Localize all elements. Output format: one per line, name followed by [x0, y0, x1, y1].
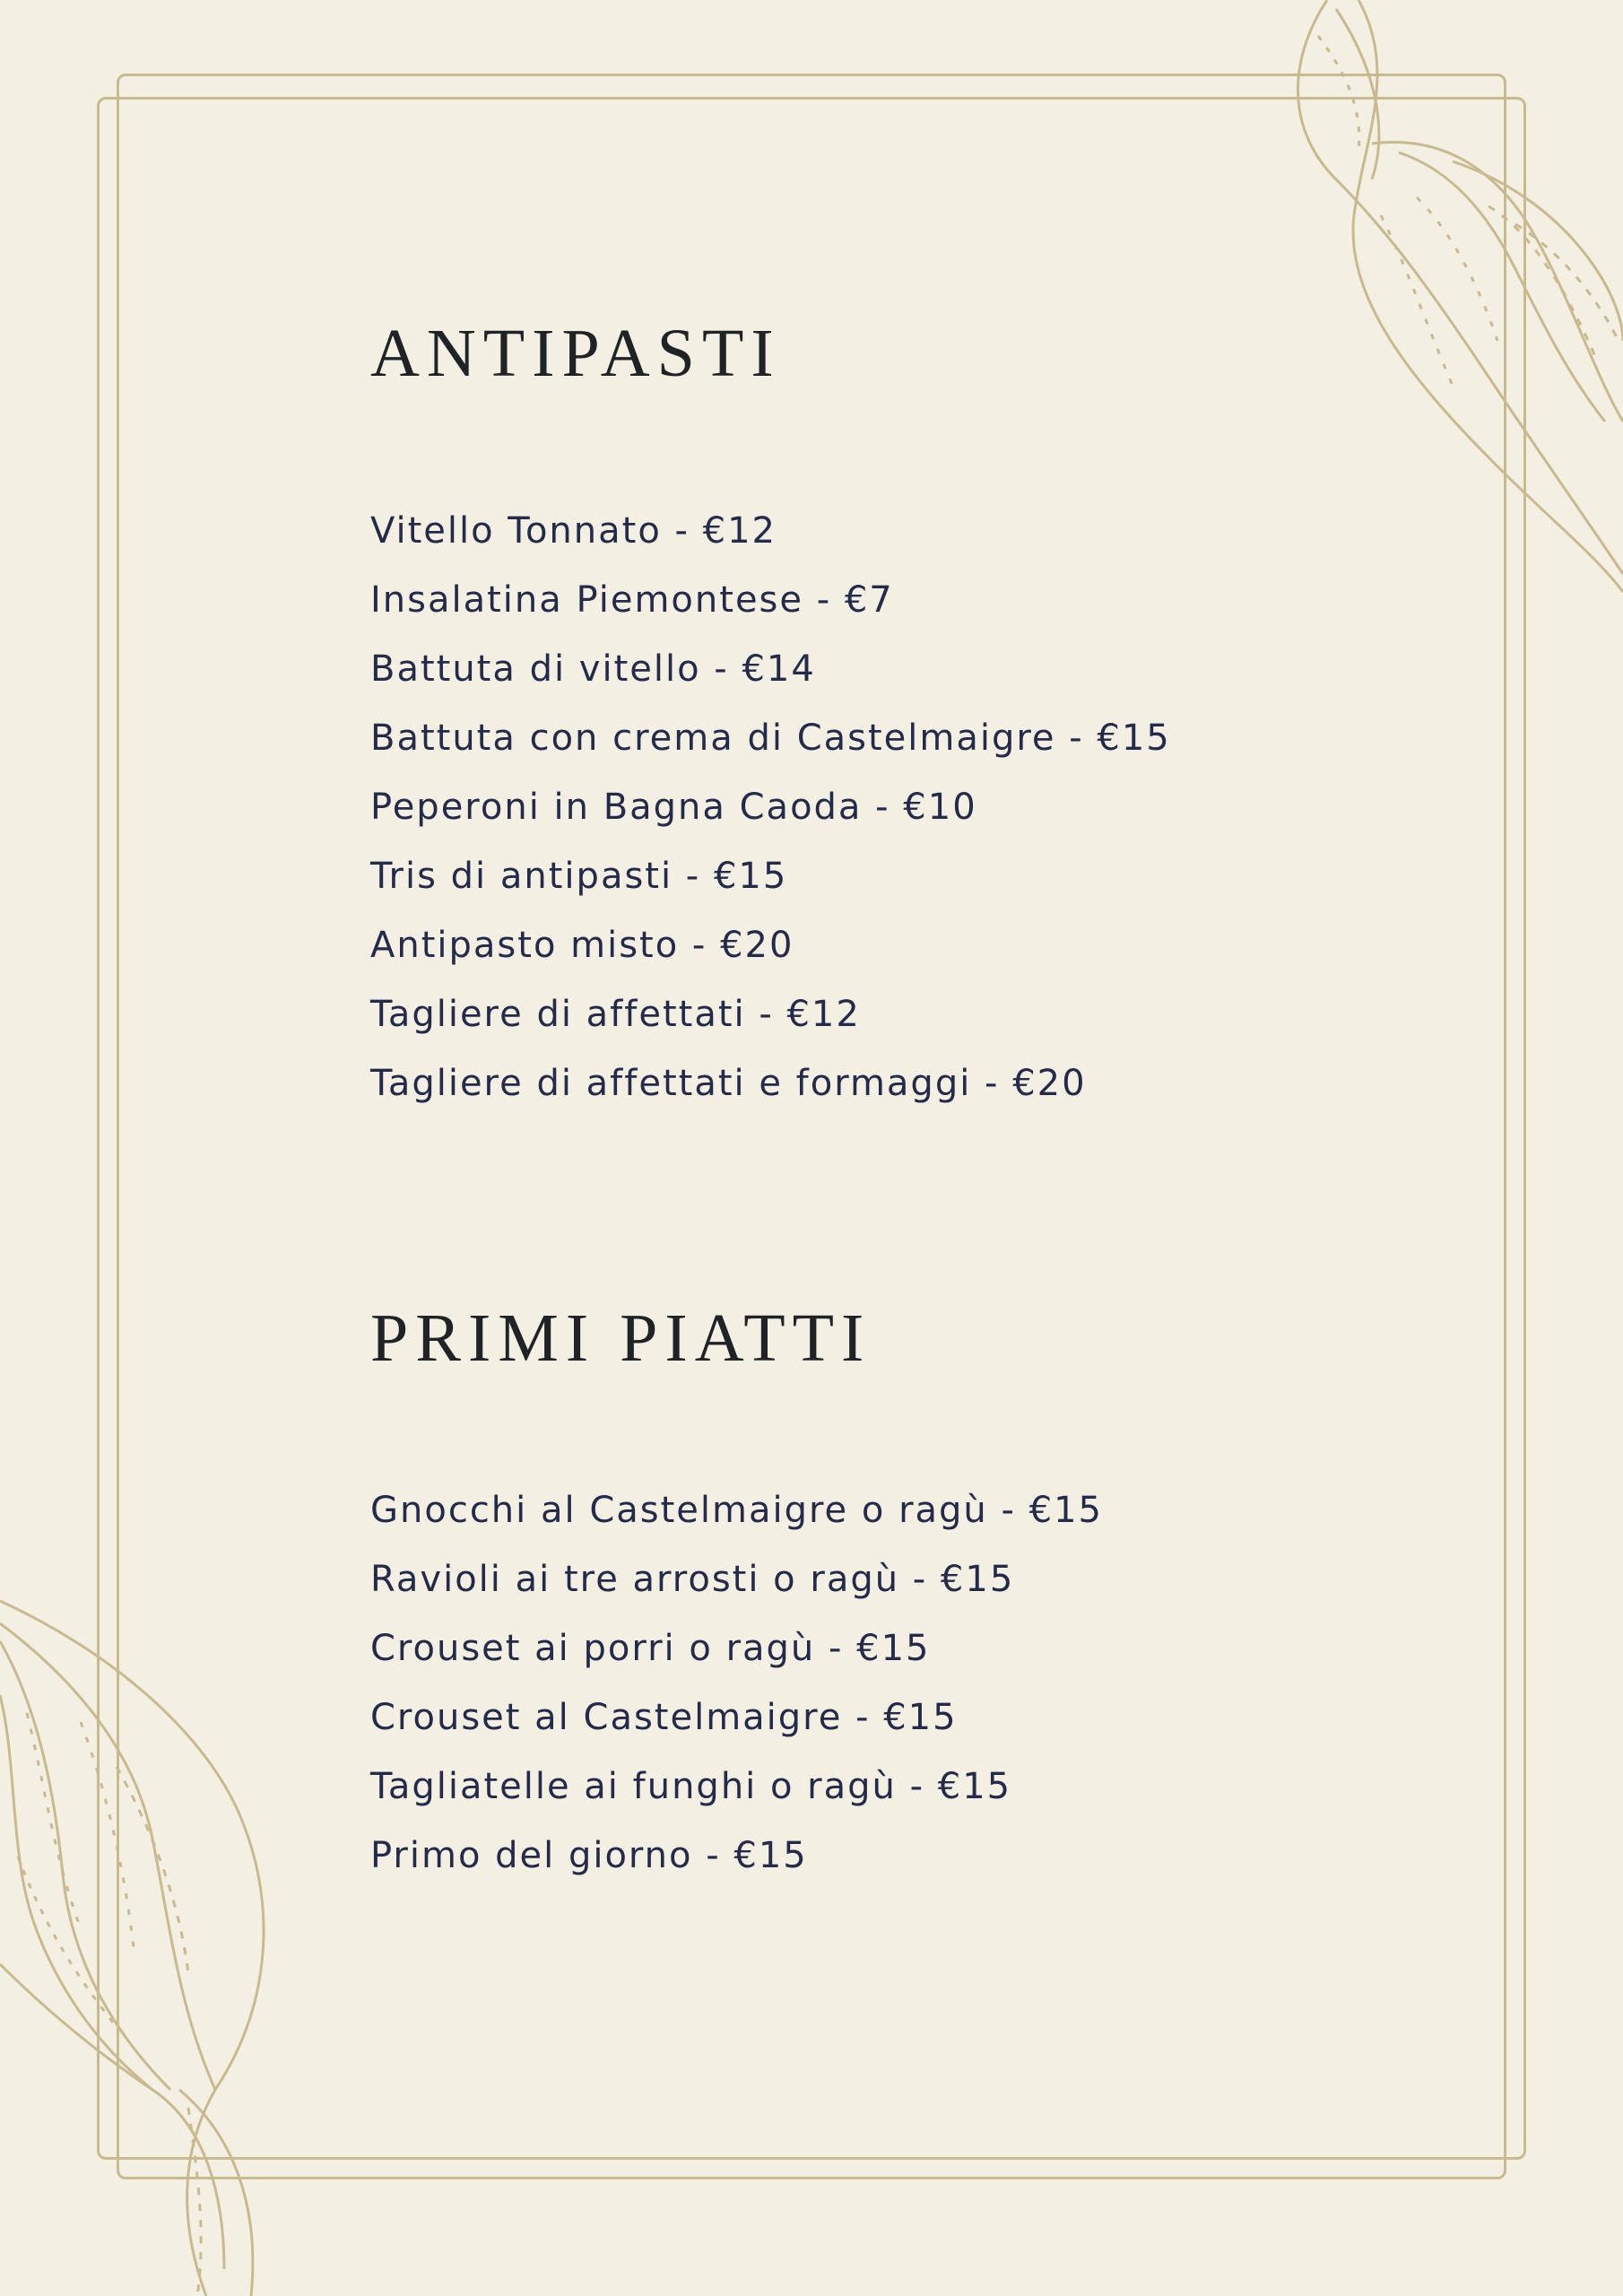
menu-item: Ravioli ai tre arrosti o ragù - €15 — [370, 1559, 1015, 1600]
menu-item: Gnocchi al Castelmaigre o ragù - €15 — [370, 1490, 1103, 1531]
leaf-ornament-icon — [0, 1587, 287, 2296]
menu-item: Vitello Tonnato - €12 — [370, 510, 777, 552]
menu-item: Battuta con crema di Castelmaigre - €15 — [370, 718, 1171, 759]
menu-item: Tris di antipasti - €15 — [370, 856, 788, 897]
menu-list — [370, 497, 1171, 1118]
menu-item: Crouset al Castelmaigre - €15 — [370, 1697, 958, 1738]
menu-item: Insalatina Piemontese - €7 — [370, 579, 894, 621]
menu-item: Battuta di vitello - €14 — [370, 648, 816, 690]
antipasti-section — [370, 316, 1171, 1118]
menu-item: Tagliere di affettati e formaggi - €20 — [370, 1063, 1087, 1104]
section-title: PRIMI PIATTI — [370, 1300, 872, 1376]
menu-item: Primo del giorno - €15 — [370, 1835, 808, 1876]
menu-item: Peperoni in Bagna Caoda - €10 — [370, 787, 977, 828]
leaf-ornament-icon — [1273, 0, 1623, 610]
menu-item: Tagliatelle ai funghi o ragù - €15 — [370, 1766, 1012, 1807]
primi-piatti-section — [370, 1300, 1103, 1891]
section-title: ANTIPASTI — [370, 316, 781, 391]
menu-list — [370, 1476, 1103, 1891]
menu-item: Tagliere di affettati - €12 — [370, 994, 861, 1035]
menu-item: Antipasto misto - €20 — [370, 925, 794, 966]
menu-item: Crouset ai porri o ragù - €15 — [370, 1628, 931, 1669]
